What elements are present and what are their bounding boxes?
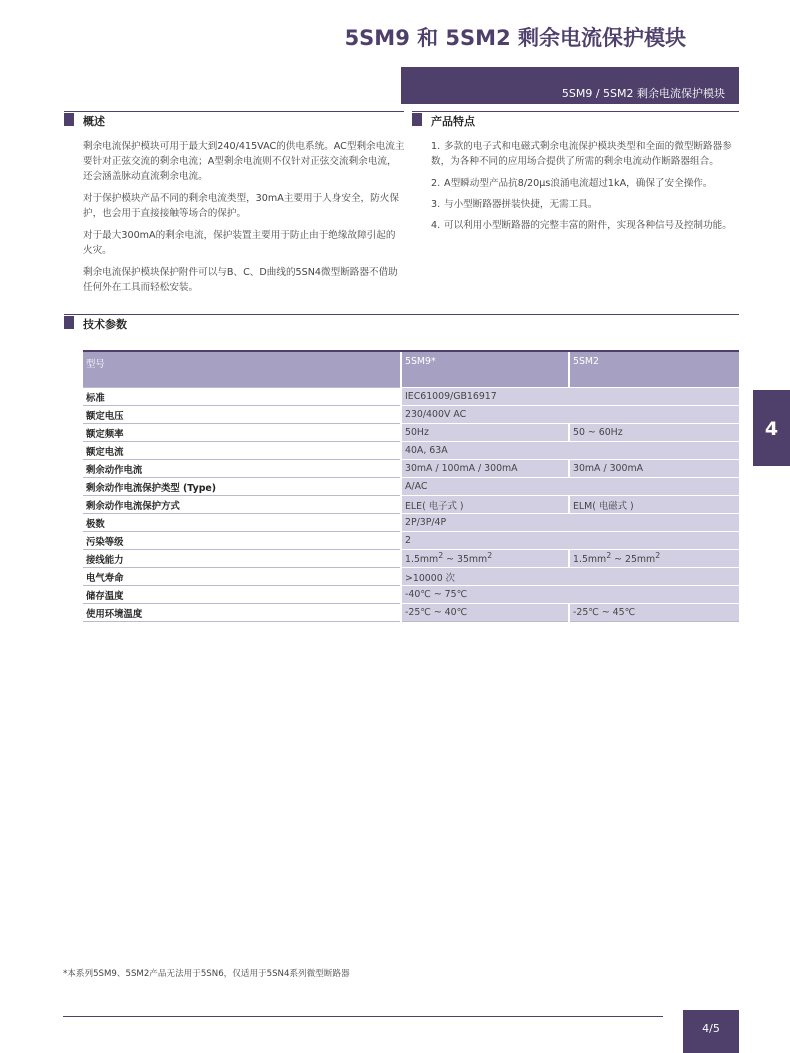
row-label: 使用环境温度 <box>83 604 401 622</box>
feature-item-3: 3. 与小型断路器拼装快捷，无需工具。 <box>431 199 598 210</box>
header-model: 型号 <box>83 351 401 388</box>
feature-item-4: 4. 可以利用小型断路器的完整丰富的附件，实现各种信号及控制功能。 <box>431 220 732 231</box>
overview-paragraph-2: 对于保护模块产品不同的剩余电流类型，30mA主要用于人身安全，防火保护，也会用于直接接触等场合的保护。 <box>83 193 399 219</box>
table-row <box>83 514 739 532</box>
header-band-text: 5SM9 / 5SM2 剩余电流保护模块 <box>561 87 725 100</box>
specs-header-row <box>83 351 739 388</box>
row-value-5sm9: $1.5mm^2$ ~ $35mm^2$ <box>401 550 569 568</box>
row-label: 污染等级 <box>83 532 401 550</box>
page-number: 4/5 <box>702 1022 720 1035</box>
chapter-tab <box>753 390 790 466</box>
table-row <box>83 568 739 586</box>
table-row <box>83 496 739 514</box>
overview-divider <box>64 111 404 112</box>
row-value-5sm9: -25℃ ~ 40℃ <box>401 604 569 622</box>
table-row <box>83 532 739 550</box>
row-value-5sm9: ELE( 电子式 ) <box>401 496 569 514</box>
row-value-5sm9: 50Hz <box>401 424 569 442</box>
overview-paragraph-3: 对于最大300mA的剩余电流，保护装置主要用于防止由于绝缘故障引起的火灾。 <box>83 230 396 256</box>
footnote: *本系列5SM9、5SM2产品无法用于5SN6，仅适用于5SN4系列微型断路器 <box>63 969 350 979</box>
row-value: 2P/3P/4P <box>401 514 739 532</box>
features-marker <box>412 113 422 126</box>
row-value-5sm9: 30mA / 100mA / 300mA <box>401 460 569 478</box>
row-label: 电气寿命 <box>83 568 401 586</box>
row-label: 极数 <box>83 514 401 532</box>
table-row <box>83 460 739 478</box>
overview-paragraph-4: 剩余电流保护模块保护附件可以与B、C、D曲线的5SN4微型断路器不借助任何外在工具而轻松安装。 <box>83 267 398 293</box>
row-value-5sm2: -25℃ ~ 45℃ <box>569 604 739 622</box>
specs-divider <box>64 314 739 315</box>
row-value: 2 <box>401 532 739 550</box>
row-label: 额定频率 <box>83 424 401 442</box>
row-label: 额定电压 <box>83 406 401 424</box>
overview-marker <box>64 113 74 126</box>
row-value: 40A, 63A <box>401 442 739 460</box>
table-row <box>83 550 739 568</box>
table-row <box>83 442 739 460</box>
chapter-number: 4 <box>764 418 779 440</box>
row-label: 标准 <box>83 388 401 406</box>
footer-divider <box>63 1016 663 1017</box>
row-label: 储存温度 <box>83 586 401 604</box>
features-title: 产品特点 <box>431 115 475 128</box>
header-5sm9: 5SM9* <box>401 351 569 388</box>
table-row <box>83 388 739 406</box>
header-5sm2: 5SM2 <box>569 351 739 388</box>
row-label: 剩余动作电流保护类型 (Type) <box>83 478 401 496</box>
feature-item-2: 2. A型瞬动型产品抗8/20μs浪涌电流超过1kA，确保了安全操作。 <box>431 178 713 189</box>
row-value: A/AC <box>401 478 739 496</box>
page-title: 5SM9 和 5SM2 剩余电流保护模块 <box>344 26 686 50</box>
table-row <box>83 478 739 496</box>
row-value-5sm2: 30mA / 300mA <box>569 460 739 478</box>
overview-paragraph-1: 剩余电流保护模块可用于最大到240/415VAC的供电系统。AC型剩余电流主要针对正弦交流的剩余电流；A型剩余电流则不仅针对正弦交流剩余电流，还会涵盖脉动直流剩余电流。 <box>83 141 405 182</box>
table-row <box>83 604 739 622</box>
specs-table <box>83 350 739 622</box>
row-label: 剩余动作电流 <box>83 460 401 478</box>
table-row <box>83 586 739 604</box>
row-value: >10000 次 <box>401 568 739 586</box>
feature-item-1: 1. 多款的电子式和电磁式剩余电流保护模块类型和全面的微型断路器参数，为各种不同的应用场合提供了所需的剩余电流动作断路器组合。 <box>431 141 732 167</box>
row-label: 额定电流 <box>83 442 401 460</box>
row-value-5sm2: $1.5mm^2$ ~ $25mm^2$ <box>569 550 739 568</box>
row-value: IEC61009/GB16917 <box>401 388 739 406</box>
specs-title: 技术参数 <box>83 318 127 331</box>
specs-marker <box>64 316 74 329</box>
row-value: 230/400V AC <box>401 406 739 424</box>
row-value: -40℃ ~ 75℃ <box>401 586 739 604</box>
features-divider <box>412 111 739 112</box>
header-band <box>401 67 739 104</box>
overview-title: 概述 <box>83 115 105 128</box>
row-label: 接线能力 <box>83 550 401 568</box>
page-number-box <box>683 1010 739 1053</box>
table-row <box>83 424 739 442</box>
row-value-5sm2: 50 ~ 60Hz <box>569 424 739 442</box>
row-label: 剩余动作电流保护方式 <box>83 496 401 514</box>
table-row <box>83 406 739 424</box>
row-value-5sm2: ELM( 电磁式 ) <box>569 496 739 514</box>
